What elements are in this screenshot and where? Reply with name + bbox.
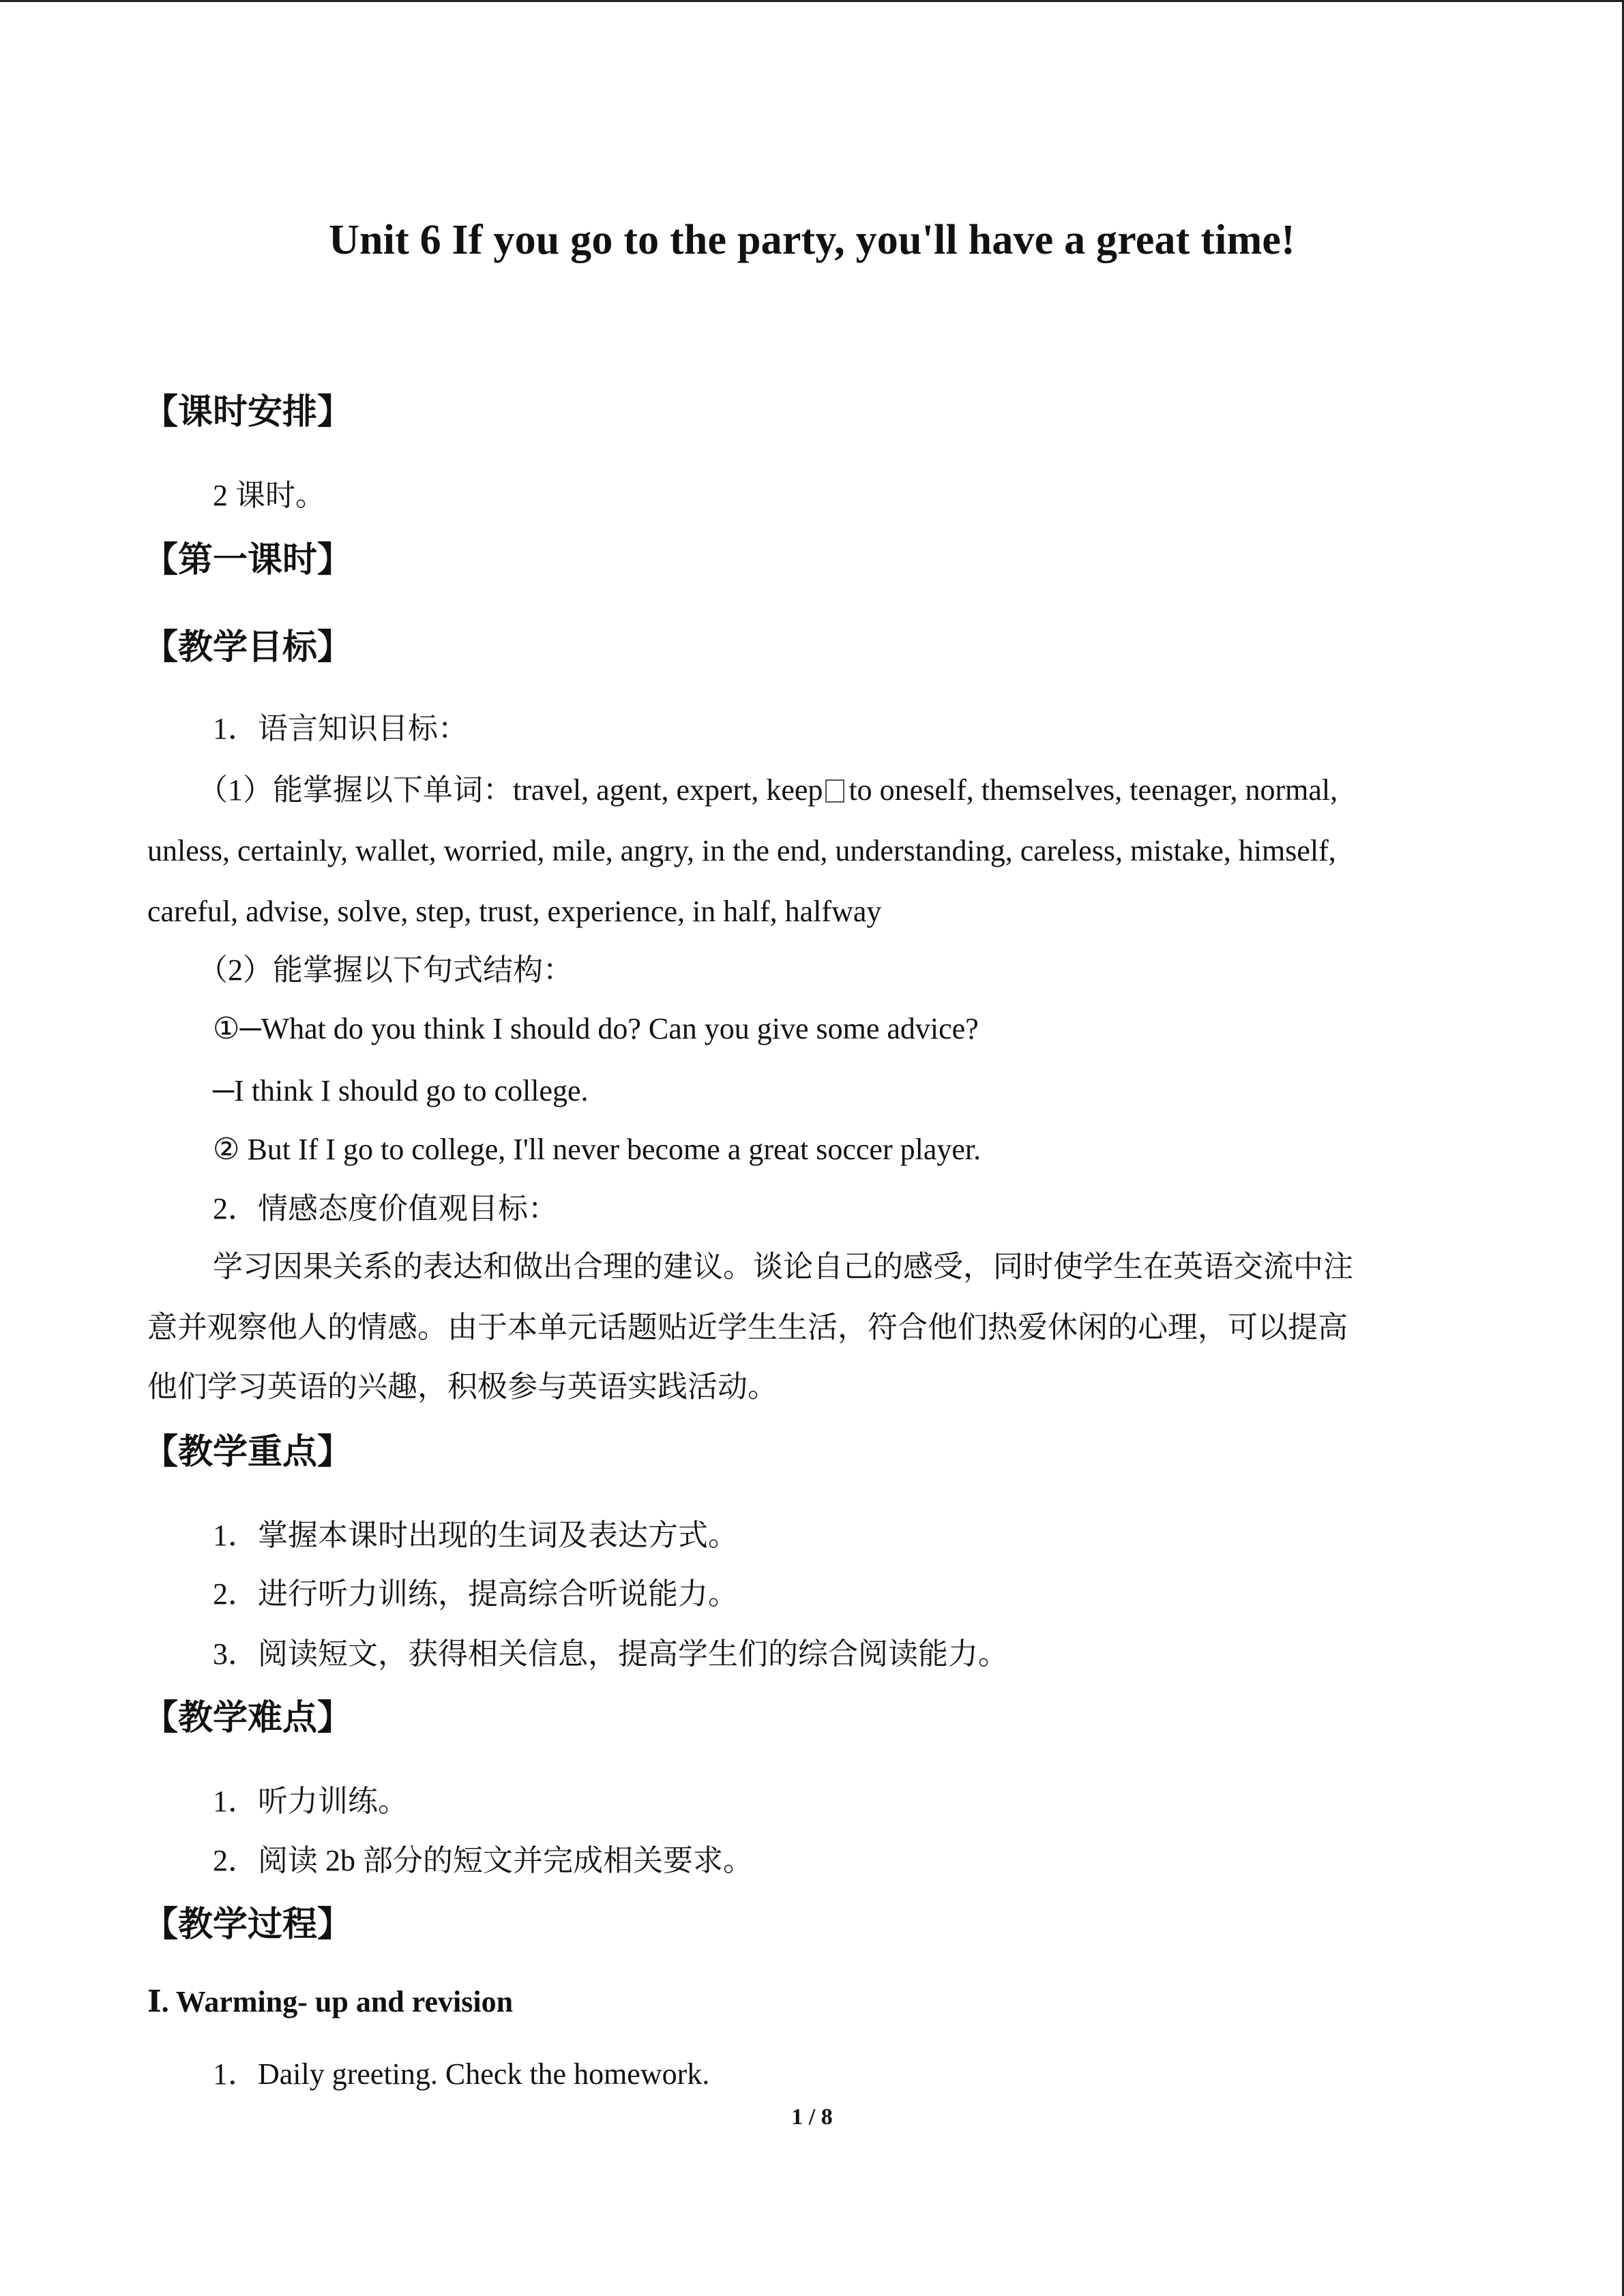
sentence-1b: ─I think I should go to college. (213, 1074, 589, 1107)
key-point-3: 3．阅读短文，获得相关信息，提高学生们的综合阅读能力。 (213, 1637, 1008, 1671)
objective-item-1: 1．语言知识目标： (213, 712, 468, 745)
vocab-rest: to oneself, themselves, teenager, normal, (848, 773, 1338, 807)
objective-item-2: 2．情感态度价值观目标： (213, 1192, 558, 1225)
sentence-1: ①─What do you think I should do? Can you give some advice? (213, 1012, 979, 1045)
heading-schedule: 【课时安排】 (143, 392, 353, 432)
attitude-line-3: 他们学习英语的兴趣，积极参与英语实践活动。 (147, 1370, 778, 1403)
heading-difficulties: 【教学难点】 (143, 1698, 353, 1738)
vocab-line-3: careful, advise, solve, step, trust, experience, in half, halfway (147, 895, 882, 928)
heading-objectives: 【教学目标】 (143, 627, 353, 668)
key-point-2: 2．进行听力训练，提高综合听说能力。 (213, 1577, 738, 1611)
schedule-text: 2 课时。 (213, 479, 325, 512)
difficulty-2: 2．阅读 2b 部分的短文并完成相关要求。 (213, 1844, 753, 1877)
heading-key-points: 【教学重点】 (143, 1432, 353, 1472)
vocab-label: （1）能掌握以下单词：travel, agent, expert, keep (198, 773, 823, 807)
heading-process: 【教学过程】 (143, 1905, 353, 1945)
document-title: Unit 6 If you go to the party, you'll have a great time! (328, 217, 1295, 263)
process-step-1: 1．Daily greeting. Check the homework. (213, 2057, 710, 2091)
placeholder-box-icon (825, 779, 844, 803)
page-number: 1 / 8 (791, 2104, 833, 2130)
vocab-line-2: unless, certainly, wallet, worried, mile, angry, in the end, understanding, careless, mistake, himself, (147, 834, 1336, 867)
attitude-line-2: 意并观察他人的情感。由于本单元话题贴近学生生活，符合他们热爱休闲的心理，可以提高 (147, 1311, 1348, 1344)
attitude-line-1: 学习因果关系的表达和做出合理的建议。谈论自己的感受，同时使学生在英语交流中注 (213, 1250, 1353, 1283)
process-section-1: Ⅰ. Warming- up and revision (147, 1985, 514, 2018)
key-point-1: 1．掌握本课时出现的生词及表达方式。 (213, 1519, 738, 1552)
vocab-line-1 (198, 770, 1338, 811)
difficulty-1: 1．听力训练。 (213, 1785, 408, 1818)
structure-label: （2）能掌握以下句式结构： (198, 953, 573, 987)
heading-first-lesson: 【第一课时】 (143, 540, 353, 580)
sentence-2: ② But If I go to college, I'll never become a great soccer player. (213, 1133, 981, 1166)
page-border-top (0, 0, 1624, 2)
